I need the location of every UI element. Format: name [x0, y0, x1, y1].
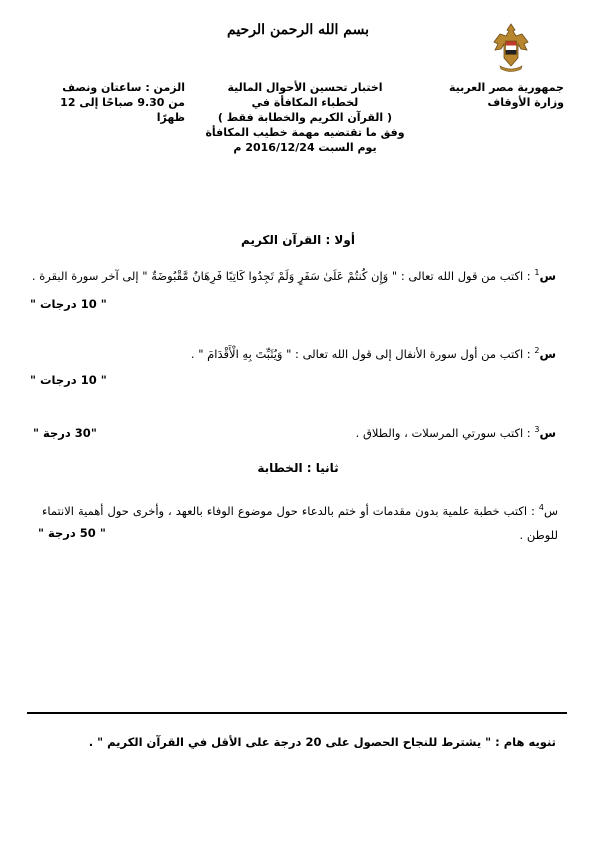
divider	[27, 712, 567, 714]
question-prefix: س	[539, 425, 556, 440]
question-text: : اكتب من أول سورة الأنفال إلى قول الله تعالى : " وَيُثَبِّتَ بِهِ الْأَقْدَامَ " .	[190, 346, 531, 361]
exam-title-line-1: اختبار تحسين الأحوال المالية	[227, 81, 383, 94]
exam-title-block	[200, 80, 410, 155]
question-prefix: س	[539, 346, 556, 361]
basmala: بسم الله الرحمن الرحيم	[227, 22, 369, 38]
header-country: جمهورية مصر العربية	[449, 81, 564, 94]
question-prefix: س	[539, 268, 556, 283]
question-text: : اكتب خطبة علمية بدون مقدمات أو ختم بالدعاء حول موضوع الوفاء بالعهد ، وأخرى حول أهمية الانتماء للوطن .	[42, 503, 558, 542]
header-ministry: وزارة الأوقاف	[487, 96, 564, 109]
question-3	[356, 425, 556, 440]
question-2-marks: " 10 درجات "	[30, 373, 107, 387]
question-number: 1	[534, 268, 540, 277]
question-number: 2	[534, 346, 540, 355]
question-1-marks: " 10 درجات "	[30, 297, 107, 311]
question-1	[32, 268, 556, 283]
exam-duration: الزمن : ساعتان ونصف	[62, 81, 185, 94]
exam-title-line-4: وفق ما تقتضيه مهمة خطيب المكافأة	[205, 126, 405, 139]
important-note: تنويه هام : " يشترط للنجاح الحصول على 20 درجة على الأقل في القرآن الكريم " .	[88, 735, 556, 749]
question-2	[191, 346, 556, 361]
section-khutba-title: ثانيا : الخطابة	[257, 461, 339, 475]
question-4	[42, 496, 558, 547]
section-quran-title: أولا : القرآن الكريم	[241, 233, 355, 247]
exam-date: يوم السبت 2016/12/24 م	[233, 141, 377, 154]
question-prefix: س	[543, 503, 559, 518]
egypt-eagle-emblem-icon	[492, 22, 530, 72]
ministry-header	[434, 80, 564, 110]
question-text: : اكتب من قول الله تعالى : " وَإِن كُنتُمْ عَلَىٰ سَفَرٍ وَلَمْ تَجِدُوا كَاتِبًا فَرِهَانٌ مَّقْبُوضَةٌ " إلى آخر سورة البقرة .	[31, 268, 531, 283]
question-number: 4	[538, 503, 544, 512]
question-4-marks: " 50 درجة "	[38, 526, 106, 540]
exam-time-block	[40, 80, 185, 125]
exam-title-line-2: لخطباء المكافأة في	[251, 96, 359, 109]
question-text: : اكتب سورتي المرسلات ، والطلاق .	[355, 425, 531, 440]
exam-time-range: من 9.30 صباحًا إلى 12 ظهرًا	[60, 96, 185, 124]
exam-title-line-3: ( القرآن الكريم والخطابة فقط )	[217, 111, 393, 124]
question-3-marks: "30 درجة "	[33, 426, 97, 440]
question-number: 3	[534, 425, 540, 434]
